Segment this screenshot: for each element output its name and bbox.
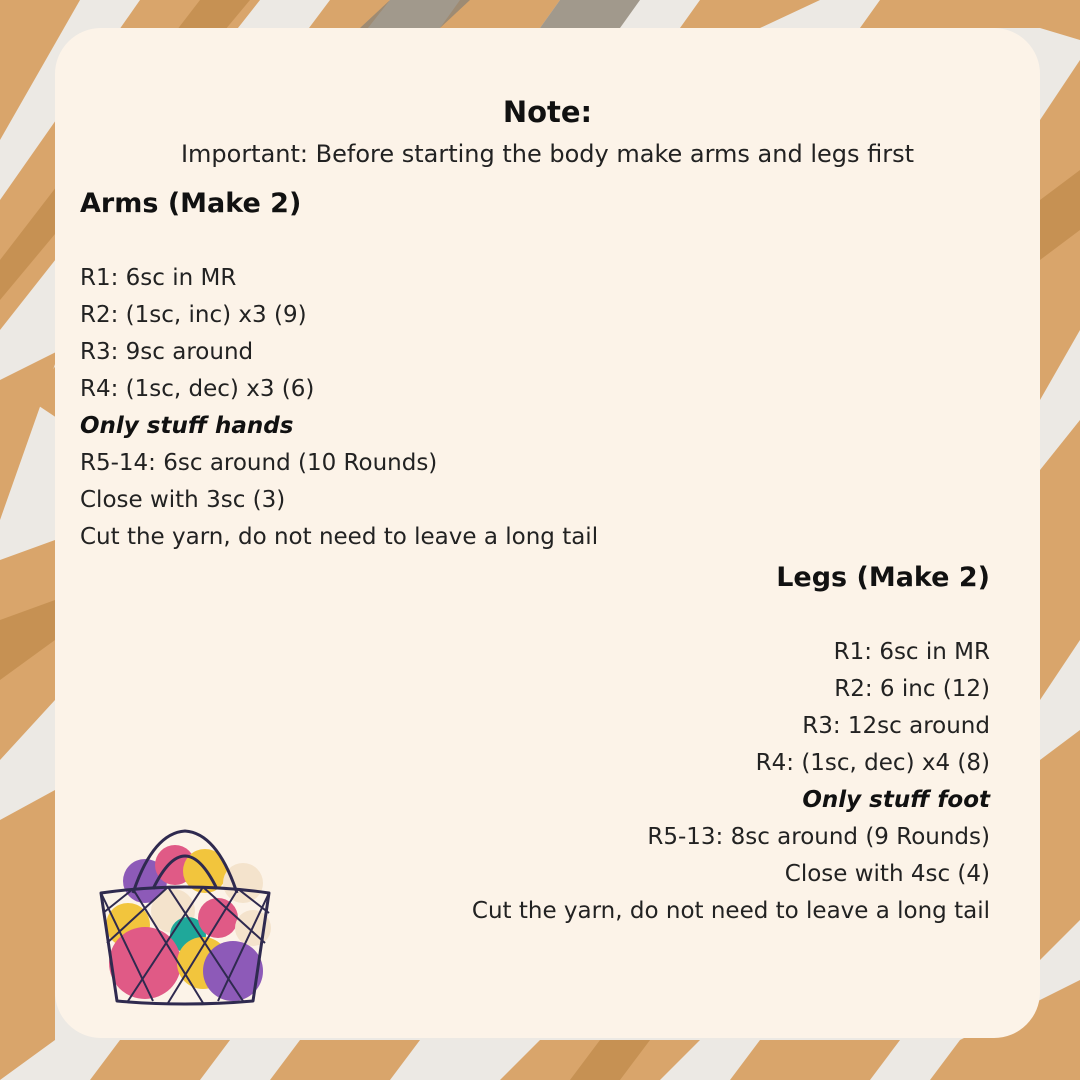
yarn-basket-icon	[93, 823, 278, 1008]
legs-stuffing-note: Only stuff foot	[802, 787, 990, 813]
legs-steps	[290, 634, 990, 930]
arms-title: Arms (Make 2)	[80, 188, 302, 219]
arms-section	[80, 184, 780, 556]
arms-step: R2: (1sc, inc) x3 (9)	[80, 302, 307, 328]
note-text: Important: Before starting the body make arms and legs first	[180, 140, 915, 168]
legs-step: R2: 6 inc (12)	[834, 676, 990, 702]
arms-step: R1: 6sc in MR	[80, 265, 237, 291]
arms-steps	[80, 260, 780, 556]
legs-step: R1: 6sc in MR	[833, 639, 990, 665]
instructions-card	[55, 28, 1040, 1038]
arms-stuffing-note: Only stuff hands	[80, 413, 294, 439]
legs-step: Cut the yarn, do not need to leave a long tail	[471, 898, 990, 924]
legs-step: R5-13: 8sc around (9 Rounds)	[647, 824, 990, 850]
legs-step: R4: (1sc, dec) x4 (8)	[755, 750, 990, 776]
arms-step: Close with 3sc (3)	[80, 487, 286, 513]
arms-step: R5-14: 6sc around (10 Rounds)	[80, 450, 438, 476]
legs-step: R3: 12sc around	[802, 713, 990, 739]
legs-step: Close with 4sc (4)	[784, 861, 990, 887]
arms-step: Cut the yarn, do not need to leave a long tail	[80, 524, 599, 550]
arms-step: R3: 9sc around	[80, 339, 254, 365]
arms-step: R4: (1sc, dec) x3 (6)	[80, 376, 315, 402]
legs-section	[290, 558, 990, 930]
legs-title: Legs (Make 2)	[776, 562, 990, 593]
note-title: Note:	[502, 95, 593, 129]
